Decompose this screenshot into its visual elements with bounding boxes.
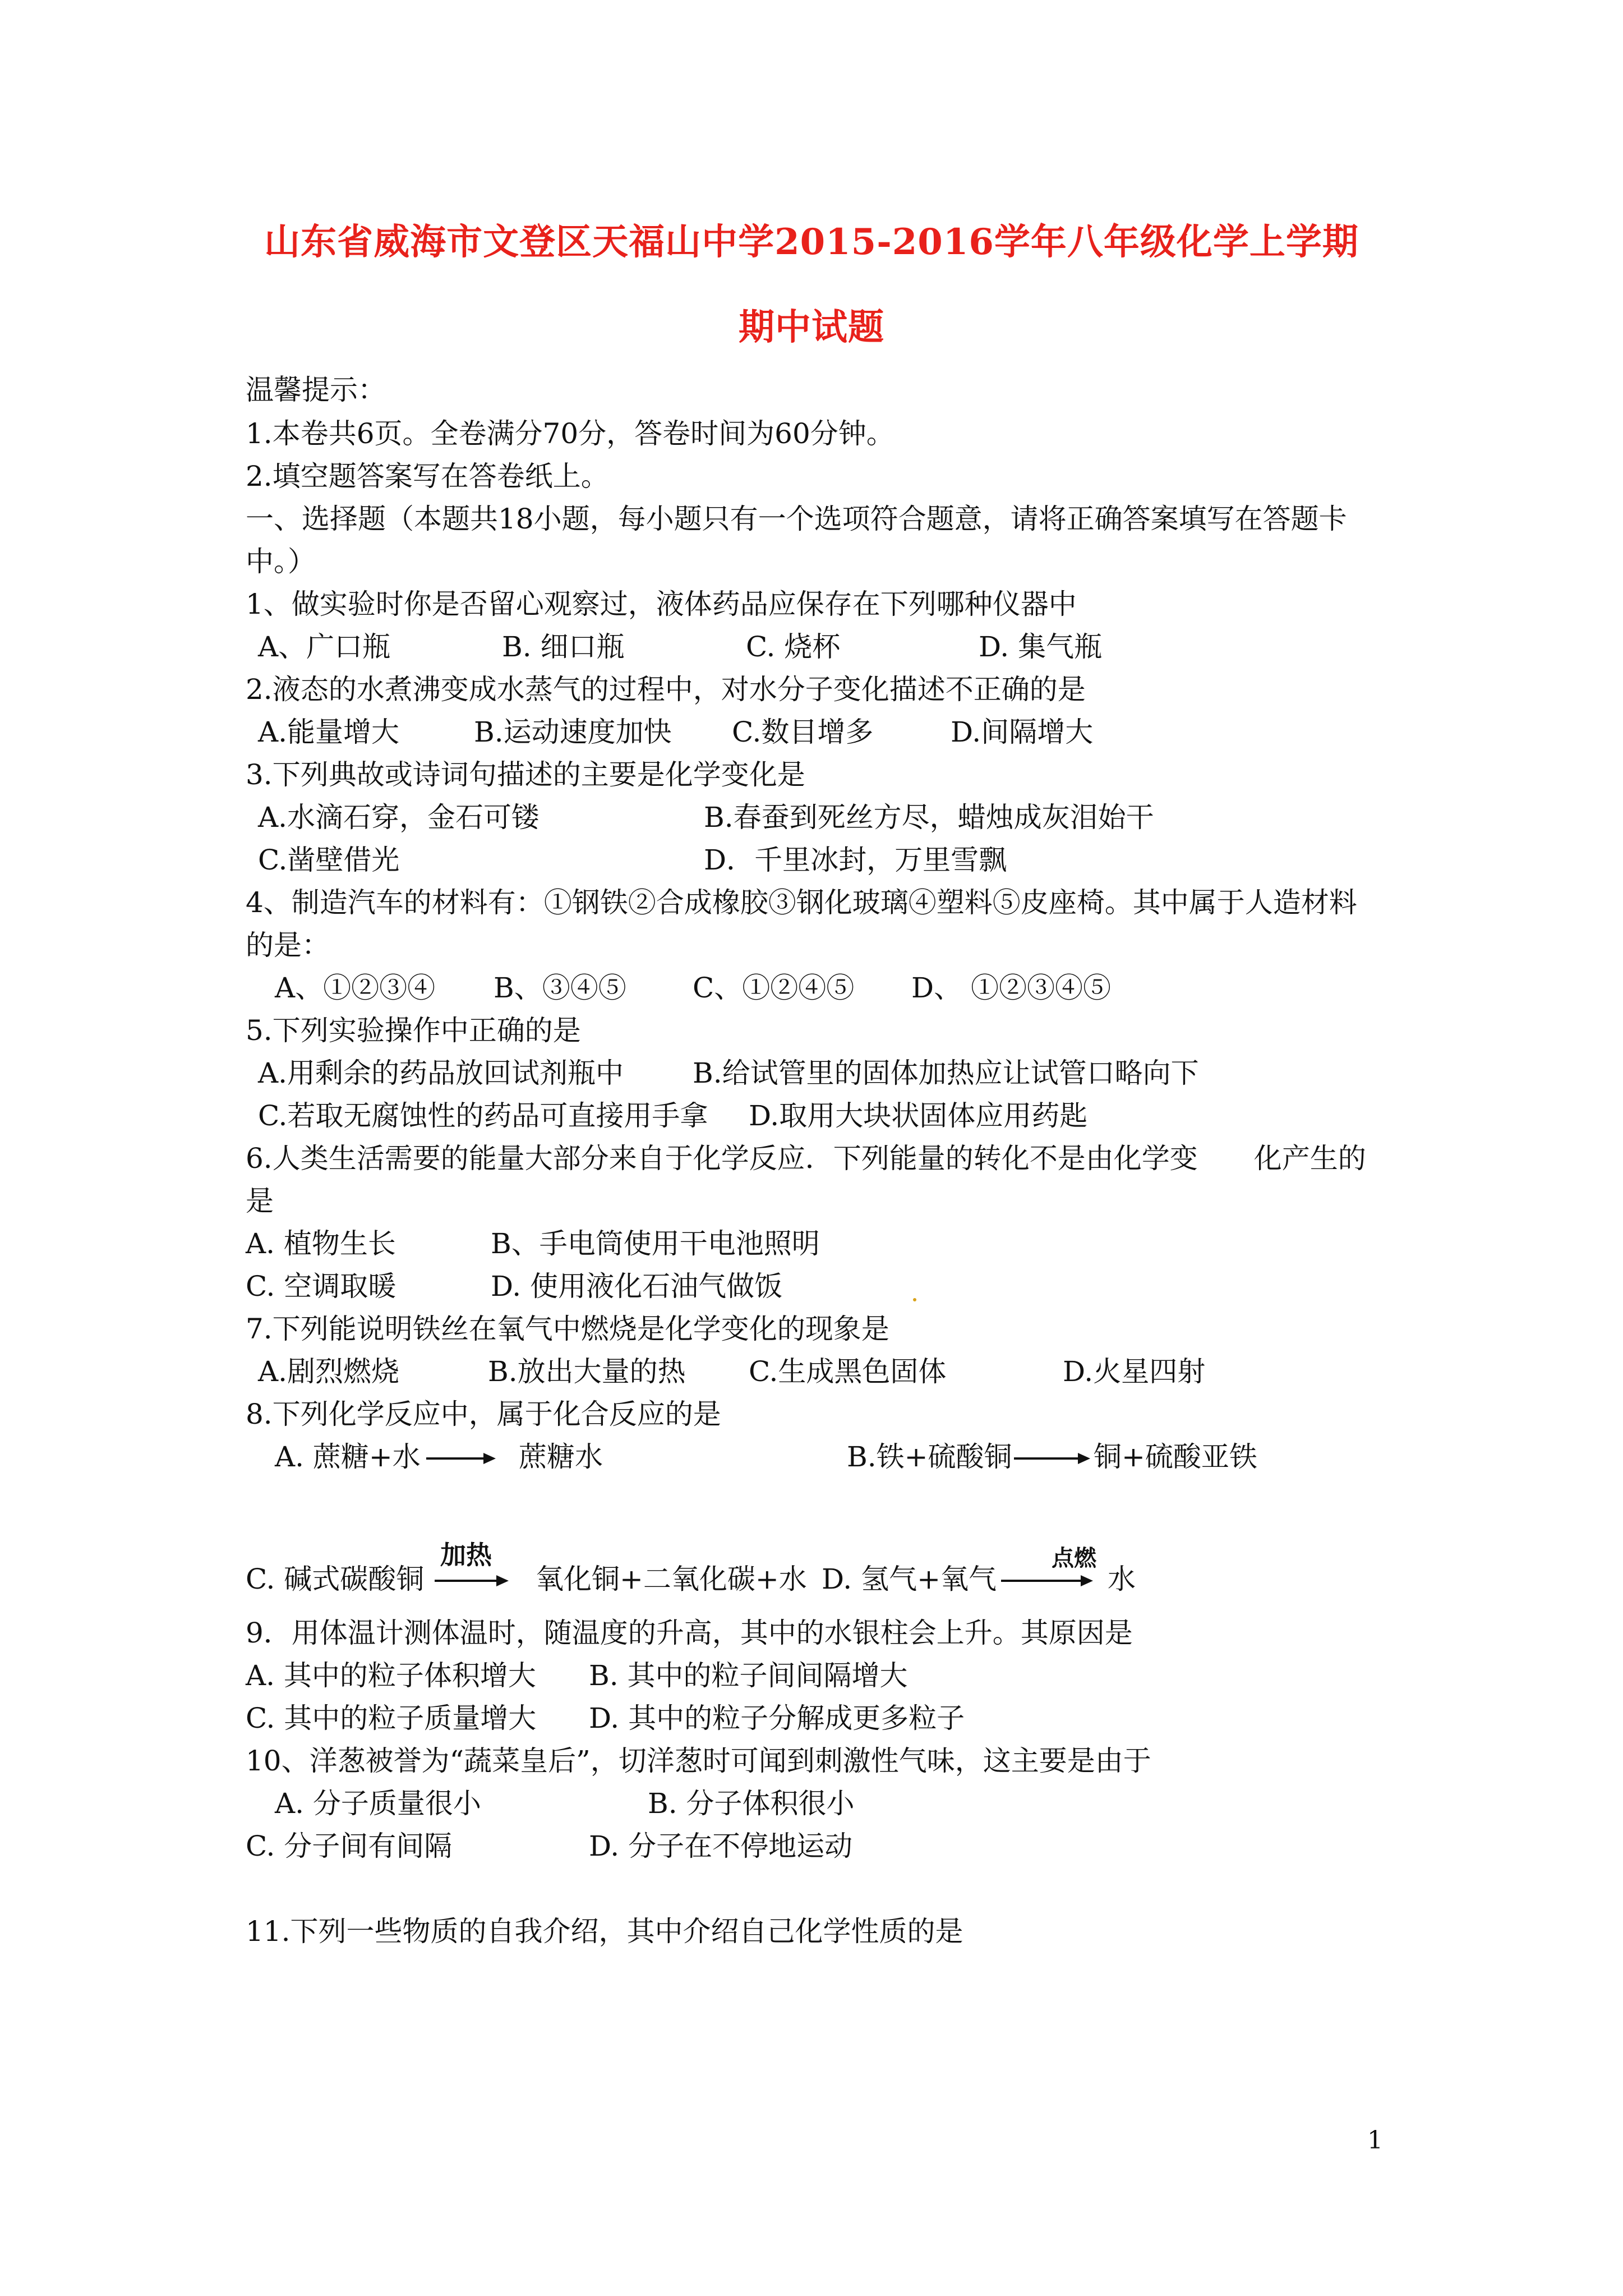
question-7-stem: 7.下列能说明铁丝在氧气中燃烧是化学变化的现象是 (246, 1313, 889, 1345)
question-8-option-b-reactants: B.铁+硫酸铜 (847, 1441, 1012, 1473)
question-4-option-c: C、①②④⑤ (693, 972, 855, 1004)
question-3-option-b: B.春蚕到死丝方尽，蜡烛成灰泪始干 (704, 801, 1154, 834)
question-10-option-a: A. 分子质量很小 (275, 1787, 481, 1820)
reaction-arrow-icon (1001, 1580, 1091, 1582)
question-7-option-a: A.剧烈燃烧 (258, 1355, 400, 1388)
question-4-stem: 4、制造汽车的材料有：①钢铁②合成橡胶③钢化玻璃④塑料⑤皮座椅。其中属于人造材料 (246, 886, 1357, 919)
question-9-option-b: B. 其中的粒子间间隔增大 (589, 1659, 908, 1692)
question-7-option-d: D.火星四射 (1063, 1355, 1206, 1388)
heating-condition-label: 加热 (440, 1540, 492, 1570)
section-heading: 一、选择题（本题共18小题，每小题只有一个选项符合题意，请将正确答案填写在答题卡 (246, 503, 1347, 535)
question-6-option-b: B、手电筒使用干电池照明 (491, 1227, 820, 1260)
reaction-arrow-icon (1014, 1457, 1088, 1460)
question-4-stem-cont: 的是： (246, 929, 330, 961)
question-6-option-d: D. 使用液化石油气做饭 (491, 1270, 783, 1303)
question-1-option-c: C. 烧杯 (746, 631, 841, 663)
reaction-arrow-icon (426, 1457, 494, 1460)
question-2-option-c: C.数目增多 (732, 716, 874, 748)
question-9-option-a: A. 其中的粒子体积增大 (246, 1659, 536, 1692)
question-2-option-d: D.间隔增大 (951, 716, 1094, 748)
ignition-condition-label: 点燃 (1052, 1545, 1096, 1571)
question-5-option-a: A.用剩余的药品放回试剂瓶中 (258, 1057, 624, 1089)
question-4-option-a: A、①②③④ (275, 972, 436, 1004)
tips-heading: 温馨提示： (246, 374, 386, 406)
question-2-option-a: A.能量增大 (258, 716, 400, 748)
question-7-option-b: B.放出大量的热 (488, 1355, 686, 1388)
question-5-option-c: C.若取无腐蚀性的药品可直接用手拿 (258, 1099, 708, 1132)
page-number: 1 (1367, 2126, 1383, 2155)
question-10-option-d: D. 分子在不停地运动 (589, 1830, 853, 1862)
exam-title-line1: 山东省威海市文登区天福山中学2015-2016学年八年级化学上学期 (264, 221, 1359, 263)
question-10-option-b: B. 分子体积很小 (648, 1787, 855, 1820)
question-1-option-b: B. 细口瓶 (502, 631, 625, 663)
question-9-option-c: C. 其中的粒子质量增大 (246, 1702, 537, 1734)
question-2-stem: 2.液态的水煮沸变成水蒸气的过程中，对水分子变化描述不正确的是 (246, 673, 1086, 706)
question-8-stem: 8.下列化学反应中，属于化合反应的是 (246, 1398, 721, 1430)
question-5-option-b: B.给试管里的固体加热应让试管口略向下 (693, 1057, 1199, 1089)
question-8-option-a-product: 蔗糖水 (519, 1441, 603, 1473)
section-heading-cont: 中。） (246, 545, 316, 578)
tip-item-2: 2.填空题答案写在答卷纸上。 (246, 460, 609, 493)
tip-item-1: 1.本卷共6页。全卷满分70分，答卷时间为60分钟。 (246, 417, 895, 450)
question-9-stem: 9．用体温计测体温时，随温度的升高，其中的水银柱会上升。其原因是 (246, 1617, 1133, 1649)
question-4-option-b: B、③④⑤ (494, 972, 626, 1004)
question-10-option-c: C. 分子间有间隔 (246, 1830, 453, 1862)
question-8-option-b-products: 铜+硫酸亚铁 (1094, 1441, 1257, 1473)
question-1-stem: 1、做实验时你是否留心观察过，液体药品应保存在下列哪种仪器中 (246, 588, 1077, 620)
question-8-option-c-products: 氧化铜+二氧化碳+水 (536, 1563, 807, 1595)
question-5-option-d: D.取用大块状固体应用药匙 (749, 1099, 1088, 1132)
question-3-option-d: D．千里冰封，万里雪飘 (704, 844, 1007, 876)
question-8-option-d-reactants: D. 氢气+氧气 (822, 1563, 997, 1595)
question-5-stem: 5.下列实验操作中正确的是 (246, 1014, 581, 1047)
question-1-option-a: A、广口瓶 (258, 631, 391, 663)
question-6-stem-cont: 是 (246, 1185, 274, 1217)
question-3-stem: 3.下列典故或诗词句描述的主要是化学变化是 (246, 758, 805, 791)
question-3-option-a: A.水滴石穿，金石可镂 (258, 801, 540, 834)
question-6-option-a: A. 植物生长 (246, 1227, 396, 1260)
question-2-option-b: B.运动速度加快 (474, 716, 672, 748)
question-6-stem: 6.人类生活需要的能量大部分来自于化学反应．下列能量的转化不是由化学变 化产生的 (246, 1142, 1366, 1175)
stray-dot (913, 1298, 916, 1301)
question-3-option-c: C.凿壁借光 (258, 844, 400, 876)
reaction-arrow-icon (435, 1580, 506, 1582)
question-6-option-c: C. 空调取暖 (246, 1270, 396, 1303)
question-11-stem: 11.下列一些物质的自我介绍，其中介绍自己化学性质的是 (246, 1915, 963, 1948)
question-4-option-d: D、 ①②③④⑤ (911, 972, 1111, 1004)
question-8-option-a-reactants: A. 蔗糖+水 (275, 1441, 421, 1473)
exam-title-line2: 期中试题 (739, 306, 884, 348)
question-1-option-d: D. 集气瓶 (979, 631, 1103, 663)
question-8-option-d-product: 水 (1108, 1563, 1136, 1595)
question-9-option-d: D. 其中的粒子分解成更多粒子 (589, 1702, 965, 1734)
question-10-stem: 10、洋葱被誉为“蔬菜皇后”，切洋葱时可闻到刺激性气味，这主要是由于 (246, 1745, 1151, 1777)
question-7-option-c: C.生成黑色固体 (749, 1355, 947, 1388)
question-8-option-c-reactant: C. 碱式碳酸铜 (246, 1563, 425, 1595)
